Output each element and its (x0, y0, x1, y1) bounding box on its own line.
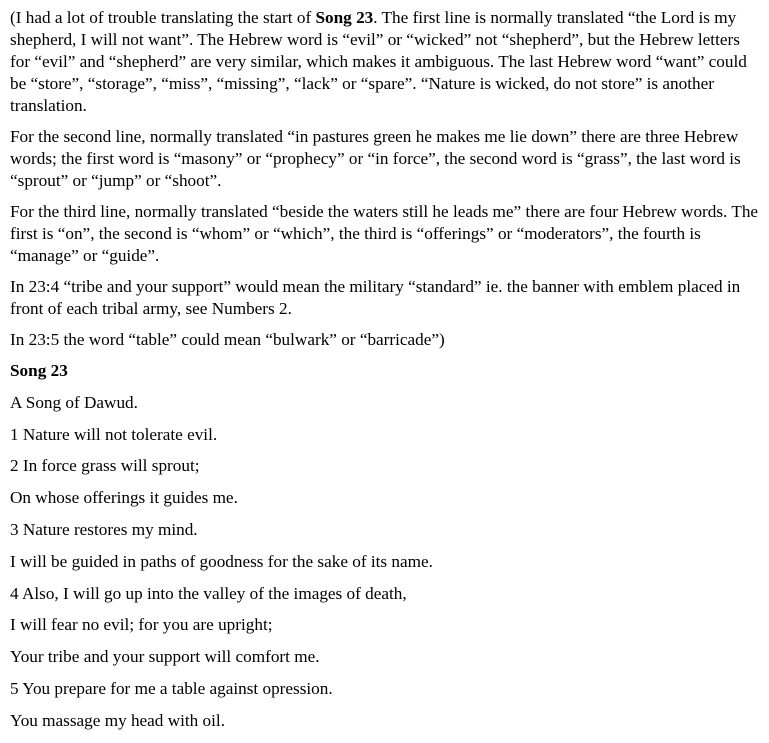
intro-paragraph-4: In 23:4 “tribe and your support” would mean the military “standard” ie. the banner with emblem placed in front of each tribal army, see Numbers 2. (10, 277, 741, 318)
song-line: 5 You prepare for me a table against opression. (10, 678, 333, 698)
song-line: I will be guided in paths of goodness for the sake of its name. (10, 551, 433, 571)
intro-paragraph-5: In 23:5 the word “table” could mean “bulwark” or “barricade”) (10, 330, 445, 349)
song-line: On whose offerings it guides me. (10, 488, 238, 508)
intro-paragraph-1 (10, 7, 759, 117)
song-line: A Song of Dawud. (10, 392, 138, 412)
song-line: You massage my head with oil. (10, 710, 225, 730)
song-heading-text: Song 23 (10, 361, 68, 380)
song-line: I will fear no evil; for you are upright; (10, 615, 273, 635)
song-line: Your tribe and your support will comfort me. (10, 647, 320, 667)
song-line: 3 Nature restores my mind. (10, 519, 198, 539)
song-line: 1 Nature will not tolerate evil. (10, 424, 218, 444)
song-reference-bold: Song 23 (315, 8, 374, 27)
song-line: 2 In force grass will sprout; (10, 456, 200, 476)
intro-p1-after: . The first line is normally translated “the Lord is my shepherd, I will not want”. The Hebrew word is “evil” or “wicked” not “shepherd”, but the Hebrew letters for “evil” and “shepherd” are very similar, which makes it ambiguous. The last Hebrew word “want” could be “store”, “storage”, “miss”, “missing”, “lack” or “spare”. “Nature is wicked, do not store” is another translation. (10, 8, 747, 115)
intro-paragraph-3: For the third line, normally translated “beside the waters still he leads me” there are four Hebrew words. The first is “on”, the second is “whom” or “which”, the third is “offerings” or “moderators”, the fourth is “manage” or “guide”. (10, 202, 759, 265)
song-heading (10, 360, 759, 382)
song-line: 4 Also, I will go up into the valley of the images of death, (10, 583, 407, 603)
intro-p1-before: (I had a lot of trouble translating the start of (10, 8, 316, 27)
intro-paragraph-2: For the second line, normally translated “in pastures green he makes me lie down” there are three Hebrew words; the first word is “masony” or “prophecy” or “in force”, the second word is “grass”, the last word is “sprout” or “jump” or “shoot”. (10, 127, 741, 190)
